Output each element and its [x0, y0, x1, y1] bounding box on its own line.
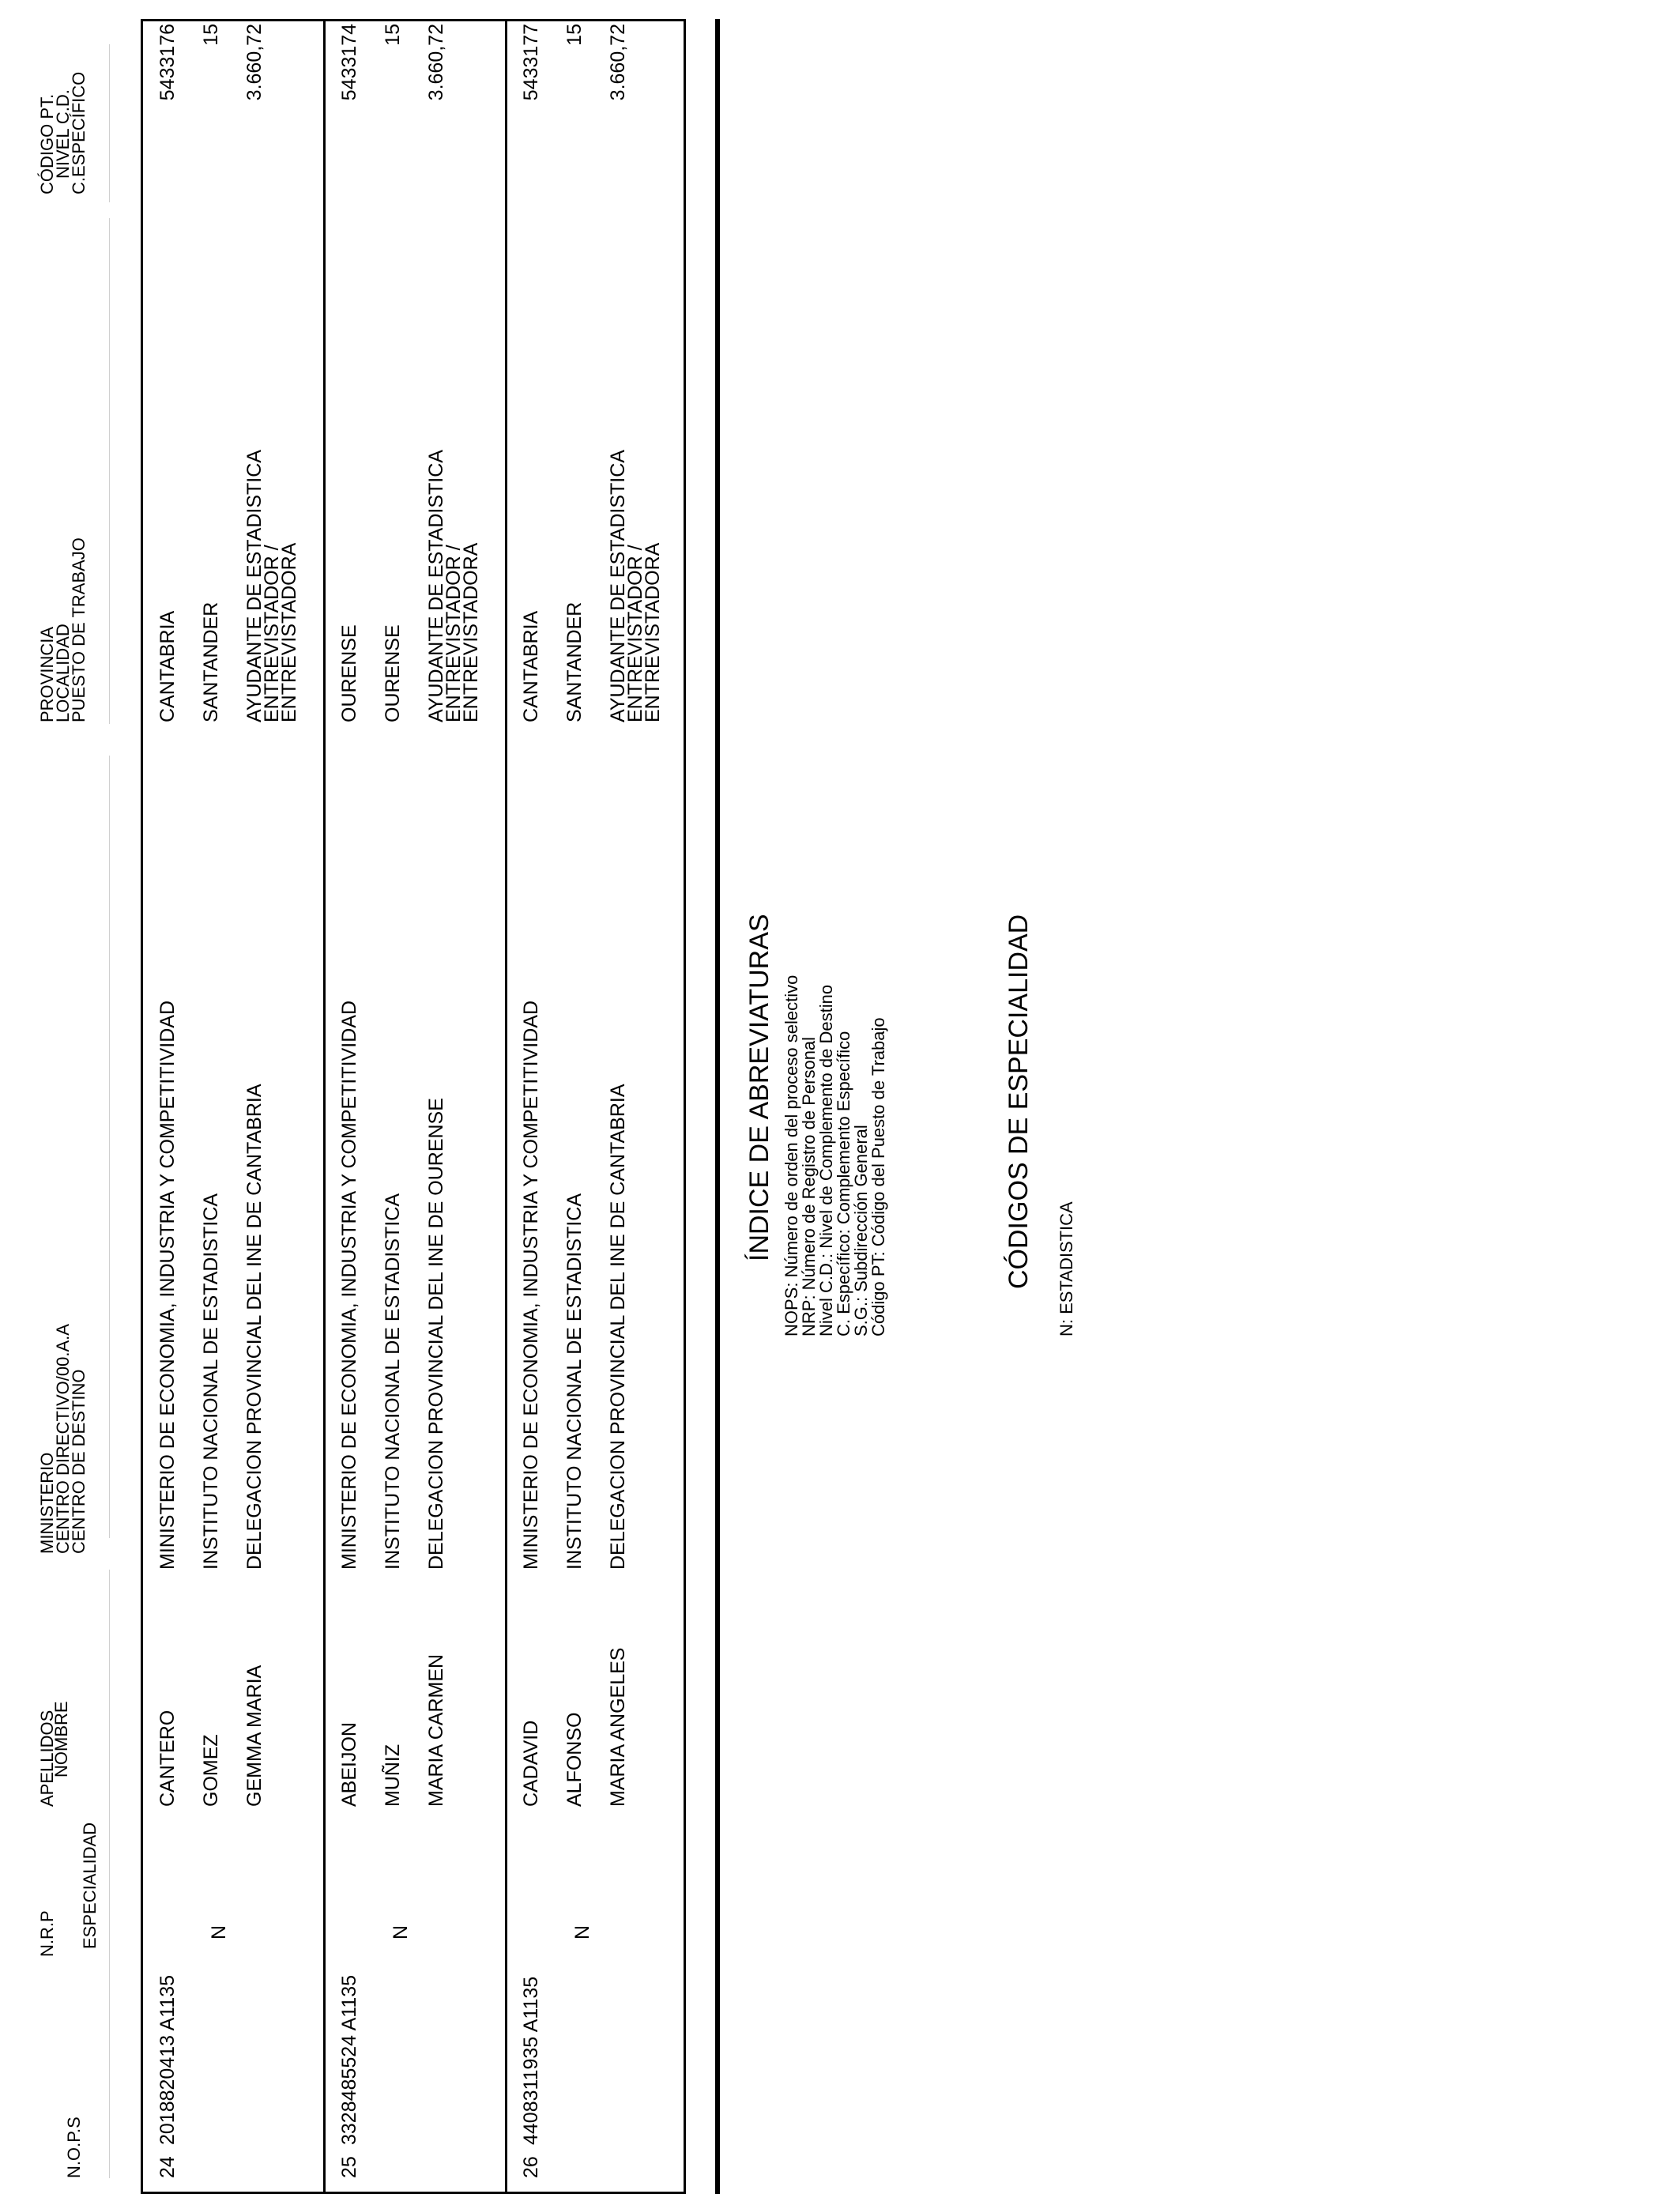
centro-directivo: INSTITUTO NACIONAL DE ESTADISTICA	[382, 1193, 404, 1570]
header-localidad: LOCALIDAD	[53, 624, 73, 722]
header-underline	[109, 1570, 110, 2178]
nivel-cd: 15	[382, 24, 404, 46]
puesto-line-2: ENTREVISTADOR /	[624, 545, 646, 722]
header-underline	[109, 756, 110, 1538]
localidad: SANTANDER	[563, 601, 586, 722]
header-underline	[109, 218, 110, 724]
header-apellidos: APELLIDOS	[37, 1710, 57, 1807]
codigo-pt: 5433174	[338, 24, 360, 101]
row-number: 24	[156, 2156, 179, 2178]
header-centro-directivo: CENTRO DIRECTIVO/00.A.A	[53, 1324, 73, 1554]
specialty-codes-title: CÓDIGOS DE ESPECIALIDAD	[1004, 914, 1034, 1289]
centro-directivo: INSTITUTO NACIONAL DE ESTADISTICA	[563, 1193, 586, 1570]
header-nombre: NOMBRE	[51, 1701, 71, 1777]
row-separator	[323, 19, 326, 2194]
header-codigo-pt: CÓDIGO PT.	[37, 93, 57, 194]
nivel-cd: 15	[200, 24, 222, 46]
header-provincia: PROVINCIA	[37, 626, 57, 722]
provincia: OURENSE	[338, 624, 360, 722]
puesto-line-1: AYUDANTE DE ESTADISTICA	[607, 450, 629, 722]
abbreviations-title: ÍNDICE DE ABREVIATURAS	[744, 914, 774, 1261]
puesto-line-2: ENTREVISTADOR /	[261, 545, 283, 722]
row-number: 25	[338, 2156, 360, 2178]
row-separator	[505, 19, 507, 2194]
puesto-line-3: ENTREVISTADORA	[642, 542, 664, 722]
row-number: 26	[520, 2156, 542, 2178]
specialty-code-item: N: ESTADISTICA	[1057, 1201, 1076, 1336]
apellido-1: CADAVID	[520, 1720, 542, 1807]
header-c-especifico: C.ESPECÍFICO	[69, 71, 89, 194]
nombre: MARIA ANGELES	[607, 1647, 629, 1807]
nombre: MARIA CARMEN	[425, 1653, 447, 1807]
especialidad: N	[208, 1924, 230, 1940]
nivel-cd: 15	[563, 24, 586, 46]
puesto-line-1: AYUDANTE DE ESTADISTICA	[243, 450, 266, 722]
header-ministerio: MINISTERIO	[37, 1452, 57, 1554]
centro-destino: DELEGACION PROVINCIAL DEL INE DE CANTABRIA	[243, 1084, 266, 1570]
abbreviation-item: Código PT: Código del Puesto de Trabajo	[868, 1017, 888, 1336]
abbreviation-item: NRP: Número de Registro de Personal	[799, 1036, 819, 1336]
especialidad: N	[390, 1924, 412, 1940]
header-nrp: N.R.P	[37, 1910, 57, 1957]
ministerio: MINISTERIO DE ECONOMIA, INDUSTRIA Y COMPETITIVIDAD	[156, 1001, 179, 1570]
codigo-pt: 5433176	[156, 24, 179, 101]
centro-destino: DELEGACION PROVINCIAL DEL INE DE OURENSE	[425, 1098, 447, 1570]
abbreviation-item: S.G.: Subdirección General	[851, 1125, 871, 1336]
c-especifico: 3.660,72	[607, 24, 629, 101]
puesto-line-3: ENTREVISTADORA	[460, 542, 482, 722]
especialidad: N	[571, 1924, 593, 1940]
results-table	[141, 19, 686, 2194]
nombre: GEMMA MARIA	[243, 1664, 266, 1807]
nops-nrp: 3328485524 A1135	[338, 1974, 360, 2145]
header-underline	[109, 44, 110, 202]
header-nops: N.O.P.S	[64, 2117, 84, 2178]
provincia: CANTABRIA	[156, 610, 179, 722]
header-centro-destino: CENTRO DE DESTINO	[69, 1369, 89, 1554]
c-especifico: 3.660,72	[243, 24, 266, 101]
localidad: OURENSE	[382, 624, 404, 722]
apellido-2: MUÑIZ	[382, 1744, 404, 1807]
apellido-1: CANTERO	[156, 1710, 179, 1807]
ministerio: MINISTERIO DE ECONOMIA, INDUSTRIA Y COMPETITIVIDAD	[520, 1001, 542, 1570]
centro-directivo: INSTITUTO NACIONAL DE ESTADISTICA	[200, 1193, 222, 1570]
apellido-2: ALFONSO	[563, 1712, 586, 1807]
localidad: SANTANDER	[200, 601, 222, 722]
nops-nrp: 2018820413 A1135	[156, 1974, 179, 2145]
abbreviation-item: C. Específico: Complemento Específico	[834, 1031, 853, 1336]
provincia: CANTABRIA	[520, 610, 542, 722]
abbreviation-item: Nivel C.D.: Nivel de Complemento de Destino	[816, 984, 836, 1336]
apellido-2: GOMEZ	[200, 1734, 222, 1807]
ministerio: MINISTERIO DE ECONOMIA, INDUSTRIA Y COMPETITIVIDAD	[338, 1001, 360, 1570]
abbreviation-item: NOPS: Número de orden del proceso selectivo	[782, 974, 801, 1336]
header-especialidad: ESPECIALIDAD	[80, 1822, 100, 1949]
puesto-line-1: AYUDANTE DE ESTADISTICA	[425, 450, 447, 722]
puesto-line-3: ENTREVISTADORA	[278, 542, 300, 722]
puesto-line-2: ENTREVISTADOR /	[443, 545, 465, 722]
header-puesto: PUESTO DE TRABAJO	[69, 537, 89, 722]
header-nivel-cd: NIVEL C.D.	[53, 89, 73, 179]
section-divider	[715, 19, 720, 2194]
centro-destino: DELEGACION PROVINCIAL DEL INE DE CANTABRIA	[607, 1084, 629, 1570]
apellido-1: ABEIJON	[338, 1722, 360, 1807]
c-especifico: 3.660,72	[425, 24, 447, 101]
nops-nrp: 4408311935 A1135	[520, 1976, 542, 2145]
codigo-pt: 5433177	[520, 24, 542, 101]
